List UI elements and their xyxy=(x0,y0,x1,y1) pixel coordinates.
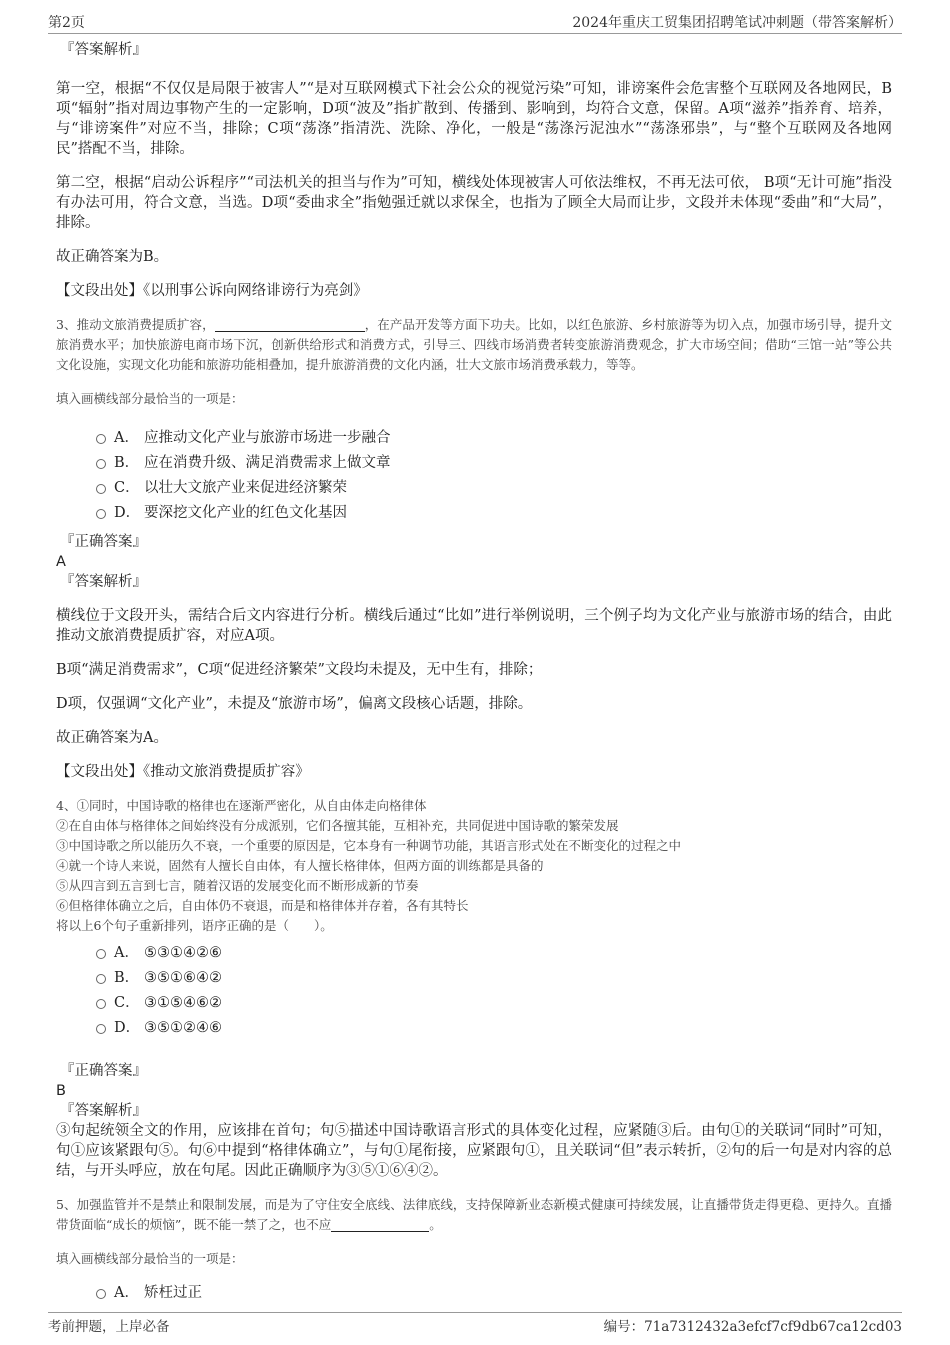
q3-analysis-label: 『答案解析』 xyxy=(60,574,147,590)
radio-icon[interactable] xyxy=(96,949,106,959)
q3-source: 【文段出处】《推动文旅消费提质扩容》 xyxy=(56,764,310,780)
q3-answer: A xyxy=(56,554,66,570)
q3-stem xyxy=(56,315,892,375)
q4-option-b[interactable]: B． ③⑤①⑥④② xyxy=(96,966,892,991)
q4-sentence-1: 4、①同时，中国诗歌的格律也在逐渐严密化，从自由体走向格律体 xyxy=(56,798,427,813)
q3-prompt: 填入画横线部分最恰当的一项是： xyxy=(56,391,244,406)
question-5 xyxy=(56,1195,892,1306)
radio-icon[interactable] xyxy=(96,484,106,494)
q2-analysis-section xyxy=(56,40,892,301)
q2-analysis-para2: 第二空，根据“启动公诉程序”“司法机关的担当与作为”可知，横线处体现被害人可依法维权，不再无法可依， B项“无计可施”指没有办法可用，符合文意，当选。D项“委曲求全”指勉强迁就以求保全，也指为了顾全大局而让步，文段并未体现“委曲”和“大局”，排除。 xyxy=(56,175,892,231)
q4-prompt: 将以上6个句子重新排列，语序正确的是（ ）。 xyxy=(56,918,333,933)
q3-analysis-para1: 横线位于文段开头，需结合后文内容进行分析。横线后通过“比如”进行举例说明，三个例子均为文化产业与旅游市场的结合，由此推动文旅消费提质扩容，对应A项。 xyxy=(56,608,892,644)
q5-option-a[interactable]: A． 矫枉过正 xyxy=(96,1281,892,1306)
q3-option-b[interactable]: B． 应在消费升级、满足消费需求上做文章 xyxy=(96,451,892,476)
q3-analysis-para3: D项，仅强调“文化产业”，未提及“旅游市场”，偏离文段核心话题，排除。 xyxy=(56,696,533,712)
q2-conclusion: 故正确答案为B。 xyxy=(56,249,169,265)
radio-icon[interactable] xyxy=(96,459,106,469)
q2-source: 【文段出处】《以刑事公诉向网络诽谤行为亮剑》 xyxy=(56,283,368,299)
q4-sentence-5: ⑤从四言到五言到七言，随着汉语的发展变化而不断形成新的节奏 xyxy=(56,878,419,893)
radio-icon[interactable] xyxy=(96,434,106,444)
q3-option-d[interactable]: D． 要深挖文化产业的红色文化基因 xyxy=(96,501,892,526)
q4-sentence-6: ⑥但格律体确立之后，自由体仍不衰退，而是和格律体并存着，各有其特长 xyxy=(56,898,469,913)
q4-option-d[interactable]: D． ③⑤①②④⑥ xyxy=(96,1016,892,1041)
question-3 xyxy=(56,315,892,782)
q5-stem-end: 。 xyxy=(429,1217,442,1232)
radio-icon[interactable] xyxy=(96,1289,106,1299)
footer-divider xyxy=(48,1312,902,1313)
q3-stem-start: 3、推动文旅消费提质扩容， xyxy=(56,317,215,332)
document-code: 编号：71a7312432a3efcf7cf9db67ca12cd03 xyxy=(603,1319,902,1335)
radio-icon[interactable] xyxy=(96,1024,106,1034)
q4-sentence-3: ③中国诗歌之所以能历久不衰，一个重要的原因是，它本身有一种调节功能，其语言形式处在不断变化的过程之中 xyxy=(56,838,682,853)
q2-analysis-para1: 第一空，根据“不仅仅是局限于被害人”“是对互联网模式下社会公众的视觉污染”可知，诽谤案件会危害整个互联网及各地网民，B项“辐射”指对周边事物产生的一定影响，D项“波及”指扩散到、传播到、影响到，均符合文意，保留。A项“滋养”指养育、培养，与“诽谤案件”对应不当，排除；C项“荡涤”指清洗、洗除、净化，一般是“荡涤污泥浊水”“荡涤邪祟”，与“整个互联网及各地网民”搭配不当，排除。 xyxy=(56,81,892,157)
q4-analysis: ③句起统领全文的作用，应该排在首句；句⑤描述中国诗歌语言形式的具体变化过程，应紧随③后。由句①的关联词“同时”可知，句①应该紧跟句⑤。句⑥中提到“格律体确立”，与句①尾衔接，应紧跟句①，且关联词“但”表示转折，②句的后一句是对内容的总结，与开头呼应，放在句尾。因此正确顺序为③⑤①⑥④②。 xyxy=(56,1123,892,1179)
q3-option-c[interactable]: C． 以壮大文旅产业来促进经济繁荣 xyxy=(96,476,892,501)
q4-sentence-2: ②在自由体与格律体之间始终没有分成派别，它们各擅其能，互相补充，共同促进中国诗歌的繁荣发展 xyxy=(56,818,619,833)
q3-options xyxy=(56,426,892,526)
page-number: 第2页 xyxy=(48,15,85,31)
q5-options xyxy=(56,1281,892,1306)
q3-conclusion: 故正确答案为A。 xyxy=(56,730,168,746)
q4-analysis-label: 『答案解析』 xyxy=(60,1103,147,1119)
q3-analysis-para2: B项“满足消费需求”，C项“促进经济繁荣”文段均未提及，无中生有，排除； xyxy=(56,662,543,678)
q4-answer-label: 『正确答案』 xyxy=(60,1063,147,1079)
q2-analysis-label: 『答案解析』 xyxy=(60,42,147,58)
q3-blank xyxy=(215,317,365,332)
question-4 xyxy=(56,796,892,1181)
q3-answer-label: 『正确答案』 xyxy=(60,534,147,550)
radio-icon[interactable] xyxy=(96,974,106,984)
q4-option-a[interactable]: A． ⑤③①④②⑥ xyxy=(96,941,892,966)
page-content xyxy=(56,40,892,1306)
radio-icon[interactable] xyxy=(96,509,106,519)
q4-sentence-4: ④就一个诗人来说，固然有人擅长自由体，有人擅长格律体，但两方面的训练都是具备的 xyxy=(56,858,544,873)
q3-option-a[interactable]: A． 应推动文化产业与旅游市场进一步融合 xyxy=(96,426,892,451)
q3-stem-rest: ，在产品开发等方面下功夫。比如，以红色旅游、乡村旅游等为切入点，加强市场引导，提升文旅消费水平；加快旅游电商市场下沉，创新供给形式和消费方式，引导三、四线市场消费者转变旅游消费观念，扩大市场空间；借助“三馆一站”等公共文化设施，实现文化功能和旅游功能相叠加，提升旅游消费的文化内涵，壮大文旅市场消费承载力，等等。 xyxy=(56,317,892,372)
radio-icon[interactable] xyxy=(96,999,106,1009)
page-header xyxy=(48,12,902,32)
q4-answer: B xyxy=(56,1083,66,1099)
q5-stem-start: 5、加强监管并不是禁止和限制发展，而是为了守住安全底线、法律底线，支持保障新业态新模式健康可持续发展，让直播带货走得更稳、更持久。直播带货面临“成长的烦恼”，既不能一禁了之，也不应 xyxy=(56,1197,892,1232)
q4-option-c[interactable]: C． ③①⑤④⑥② xyxy=(96,991,892,1016)
q5-prompt: 填入画横线部分最恰当的一项是： xyxy=(56,1251,244,1266)
document-title: 2024年重庆工贸集团招聘笔试冲刺题（带答案解析） xyxy=(572,15,902,31)
q5-stem xyxy=(56,1195,892,1235)
q4-options xyxy=(56,941,892,1041)
header-divider xyxy=(48,33,902,34)
q5-blank xyxy=(331,1217,429,1232)
footer-slogan: 考前押题，上岸必备 xyxy=(48,1319,170,1335)
